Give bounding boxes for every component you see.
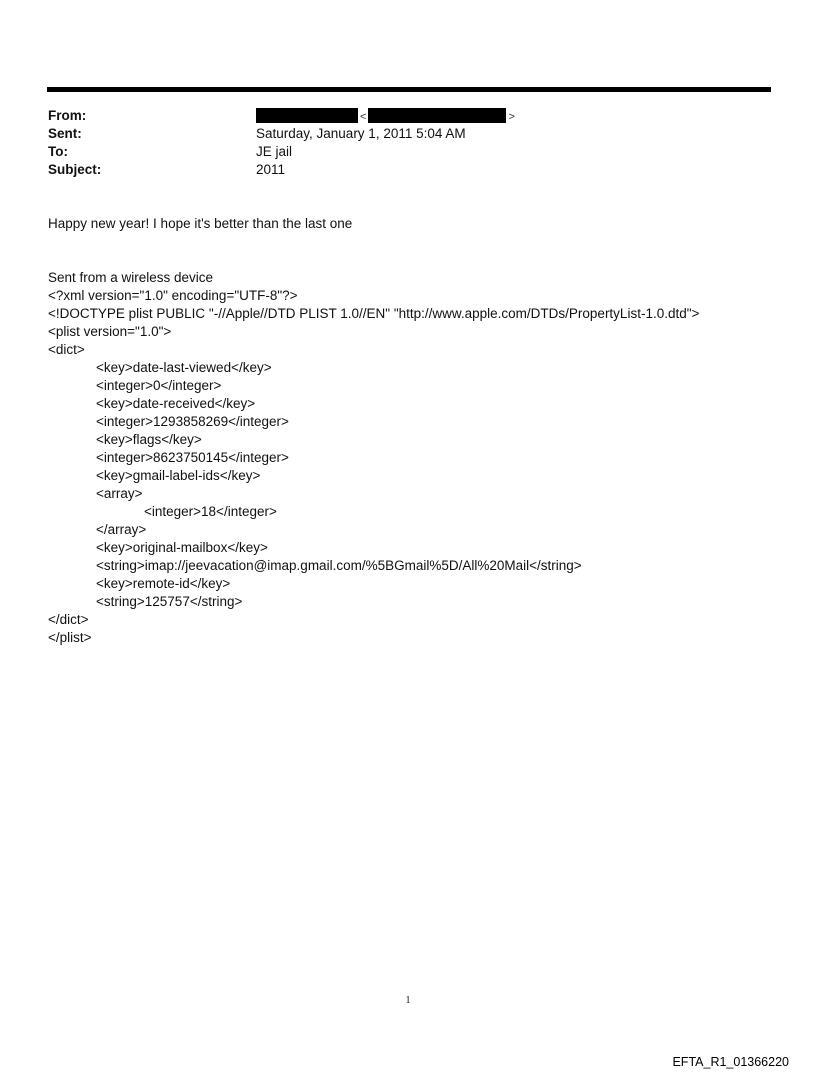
- dict-close-tag: </dict>: [48, 612, 89, 627]
- xml-declaration: <?xml version="1.0" encoding="UTF-8"?>: [48, 288, 298, 303]
- from-label: From:: [48, 108, 87, 123]
- from-open-bracket: <: [360, 111, 367, 123]
- dict-open-tag: <dict>: [48, 342, 85, 357]
- subject-label: Subject:: [48, 162, 102, 177]
- plist-open-tag: <plist version="1.0">: [48, 324, 172, 339]
- from-value: [256, 107, 517, 126]
- plist-entry: <integer>8623750145</integer>: [96, 450, 289, 465]
- plist-entry: <array>: [96, 486, 143, 501]
- subject-value: 2011: [256, 162, 286, 177]
- doctype-line: <!DOCTYPE plist PUBLIC "-//Apple//DTD PLIST 1.0//EN" "http://www.apple.com/DTDs/PropertyList-1.0.dtd">: [48, 306, 700, 321]
- sent-label: Sent:: [48, 126, 82, 141]
- redacted-sender-name: [256, 108, 358, 123]
- plist-entry: <key>gmail-label-ids</key>: [96, 468, 261, 483]
- plist-entry: <key>original-mailbox</key>: [96, 540, 268, 555]
- plist-entry: <string>125757</string>: [96, 594, 243, 609]
- plist-entry: <integer>0</integer>: [96, 378, 222, 393]
- plist-block: [48, 269, 699, 647]
- page-number: 1: [405, 995, 411, 1006]
- plist-entry: <string>imap://jeevacation@imap.gmail.com/%5BGmail%5D/All%20Mail</string>: [96, 558, 582, 573]
- subject-row: [48, 161, 748, 179]
- plist-array-item: <integer>18</integer>: [144, 504, 277, 519]
- to-row: [48, 143, 748, 161]
- redacted-sender-email: [368, 108, 506, 123]
- sent-row: [48, 125, 748, 143]
- plist-entry: <key>date-last-viewed</key>: [96, 360, 272, 375]
- bates-number: EFTA_R1_01366220: [672, 1055, 789, 1069]
- header-divider: [47, 87, 771, 92]
- plist-entry: <integer>1293858269</integer>: [96, 414, 289, 429]
- to-label: To:: [48, 144, 68, 159]
- email-header: [48, 107, 748, 179]
- plist-close-tag: </plist>: [48, 630, 92, 645]
- plist-entry: <key>date-received</key>: [96, 396, 256, 411]
- from-close-bracket: >: [508, 111, 515, 123]
- message-body: Happy new year! I hope it's better than the last one: [48, 216, 353, 231]
- plist-entry: </array>: [96, 522, 147, 537]
- from-row: [48, 107, 748, 125]
- sent-value: Saturday, January 1, 2011 5:04 AM: [256, 126, 466, 141]
- plist-entry: <key>remote-id</key>: [96, 576, 231, 591]
- signature-line: Sent from a wireless device: [48, 270, 214, 285]
- plist-entry: <key>flags</key>: [96, 432, 202, 447]
- to-value: JE jail: [256, 144, 293, 159]
